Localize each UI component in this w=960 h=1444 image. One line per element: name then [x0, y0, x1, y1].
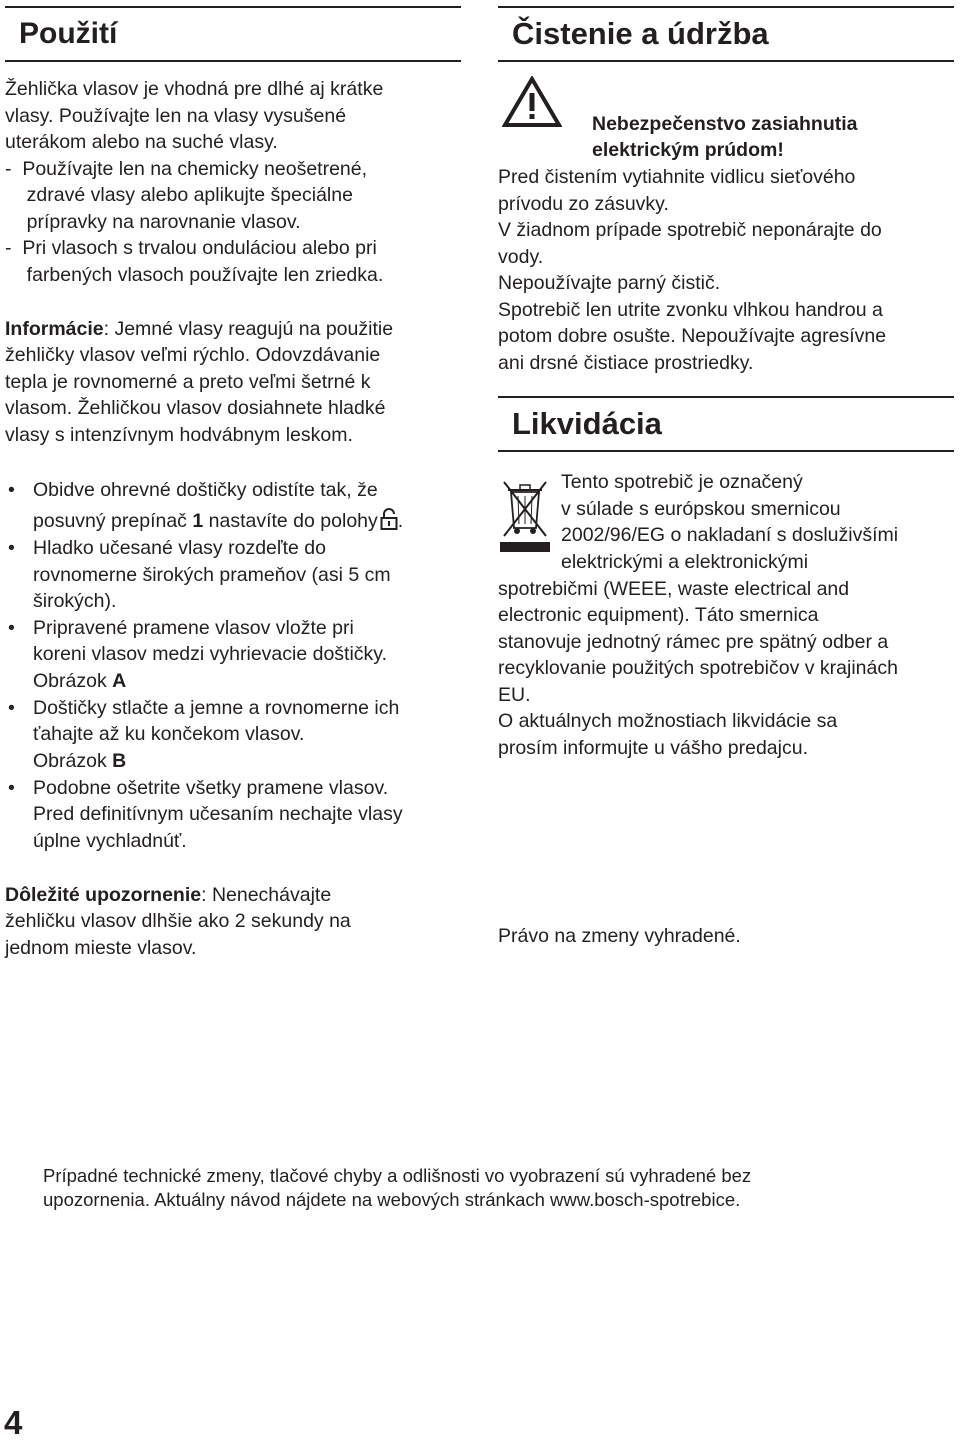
info-line: vlasy s intenzívnym hodvábnym leskom. — [5, 424, 353, 446]
left-column — [5, 0, 463, 62]
figure-ref-text: Obrázok — [33, 750, 113, 772]
important-label: Dôležité upozornenie — [5, 884, 202, 906]
bullet-dot: • — [8, 777, 15, 799]
intro-line: prípravky na narovnanie vlasov. — [5, 211, 301, 233]
cleaning-line: V žiadnom prípade spotrebič neponárajte do — [498, 219, 882, 241]
bullet-line — [33, 668, 126, 695]
bullet-line: Podobne ošetrite všetky pramene vlasov. — [33, 777, 389, 799]
figure-letter: A — [112, 670, 127, 692]
disposal-line: Tento spotrebič je označený — [561, 471, 803, 493]
cleaning-line: potom dobre osušte. Nepoužívajte agresívne — [498, 325, 887, 347]
disposal-line: prosím informujte u vášho predajcu. — [498, 737, 808, 759]
bullet-line: širokých). — [33, 590, 117, 612]
info-line — [5, 316, 393, 343]
bullet-text: . — [397, 510, 404, 532]
figure-letter: B — [112, 750, 127, 772]
disposal-line: O aktuálnych možnostiach likvidácie sa — [498, 710, 838, 732]
disposal-line: 2002/96/EG o nakladaní s dosluživšími — [561, 524, 899, 546]
bullet-line — [33, 508, 403, 535]
cleaning-line: Spotrebič len utrite zvonku vlhkou handrou a — [498, 299, 883, 321]
cleaning-line: Pred čistením vytiahnite vidlicu sieťového — [498, 166, 856, 188]
disposal-line: EU. — [498, 684, 531, 706]
disposal-line: spotrebičmi (WEEE, waste electrical and — [498, 578, 850, 600]
cleaning-line: Nepoužívajte parný čistič. — [498, 272, 721, 294]
bullet-text: posuvný prepínač — [33, 510, 193, 532]
bullet-dot: • — [8, 479, 15, 501]
bullet-dot: • — [8, 697, 15, 719]
footer-line: upozornenia. Aktuálny návod nájdete na webových stránkach www.bosch-spotrebice. — [43, 1189, 741, 1210]
intro-line: vlasy. Používajte len na vlasy vysušené — [5, 105, 347, 127]
intro-line: - Používajte len na chemicky neošetrené, — [5, 158, 368, 180]
info-line: žehličky vlasov veľmi rýchlo. Odovzdávanie — [5, 344, 381, 366]
bullet-line: koreni vlasov medzi vyhrievacie doštičky. — [33, 643, 388, 665]
disposal-line: v súlade s európskou smernicou — [561, 498, 841, 520]
unlock-icon — [380, 508, 398, 530]
bullet-line: Doštičky stlačte a jemne a rovnomerne ich — [33, 697, 400, 719]
bullet-line: Pripravené pramene vlasov vložte pri — [33, 617, 354, 639]
cleaning-line: ani drsné čistiace prostriedky. — [498, 352, 754, 374]
bullet-dot: • — [8, 617, 15, 639]
bullet-text: nastavíte do polohy — [203, 510, 378, 532]
bullet-line: úplne vychladnúť. — [33, 830, 187, 852]
right-column — [498, 0, 956, 62]
footer-line: Prípadné technické zmeny, tlačové chyby a odlišnosti vo vyobrazení sú vyhradené bez — [43, 1165, 752, 1186]
page-number: 4 — [4, 1404, 23, 1441]
info-line: vlasom. Žehličkou vlasov dosiahnete hladké — [5, 397, 386, 419]
bullet-line: Hladko učesané vlasy rozdeľte do — [33, 537, 326, 559]
warning-title-line: elektrickým prúdom! — [592, 139, 784, 161]
intro-line: farbených vlasoch používajte len zriedka. — [5, 264, 384, 286]
important-line — [5, 882, 331, 909]
warning-triangle-icon — [502, 76, 562, 128]
warning-title-line: Nebezpečenstvo zasiahnutia — [592, 113, 858, 135]
section-heading-usage: Použití — [5, 6, 461, 62]
disposal-line: stanovuje jednotný rámec pre spätný odber a — [498, 631, 889, 653]
info-text: : Jemné vlasy reagujú na použitie — [103, 318, 394, 340]
important-line: žehličku vlasov dlhšie ako 2 sekundy na — [5, 910, 351, 932]
important-text: : Nenechávajte — [201, 884, 332, 906]
bullet-line: Pred definitívnym učesaním nechajte vlasy — [33, 803, 403, 825]
cleaning-line: prívodu zo zásuvky. — [498, 193, 669, 215]
bullet-line: Obidve ohrevné doštičky odistíte tak, že — [33, 479, 378, 501]
disposal-line: electronic equipment). Táto smernica — [498, 604, 819, 626]
info-line: tepla je rovnomerné a preto veľmi šetrné k — [5, 371, 371, 393]
info-label: Informácie — [5, 318, 104, 340]
disposal-line: elektrickými a elektronickými — [561, 551, 809, 573]
figure-ref-text: Obrázok — [33, 670, 113, 692]
section-heading-disposal: Likvidácia — [498, 396, 954, 452]
intro-line: Žehlička vlasov je vhodná pre dlhé aj krátke — [5, 78, 384, 100]
intro-line: zdravé vlasy alebo aplikujte špeciálne — [5, 184, 353, 206]
cleaning-line: vody. — [498, 246, 544, 268]
crossed-bin-icon — [500, 478, 550, 554]
switch-number: 1 — [192, 510, 204, 532]
section-heading-cleaning: Čistenie a údržba — [498, 6, 954, 62]
important-line: jednom mieste vlasov. — [5, 937, 197, 959]
footer-note — [43, 1164, 751, 1212]
bullet-line: ťahajte až ku končekom vlasov. — [33, 723, 305, 745]
intro-line: uterákom alebo na suché vlasy. — [5, 131, 278, 153]
intro-line: - Pri vlasoch s trvalou onduláciou alebo pri — [5, 237, 377, 259]
rights-reserved-note: Právo na zmeny vyhradené. — [498, 925, 741, 947]
disposal-line: recyklovanie použitých spotrebičov v krajinách — [498, 657, 898, 679]
bullet-line: rovnomerne širokých prameňov (asi 5 cm — [33, 564, 391, 586]
bullet-line — [33, 748, 126, 775]
bullet-dot: • — [8, 537, 15, 559]
